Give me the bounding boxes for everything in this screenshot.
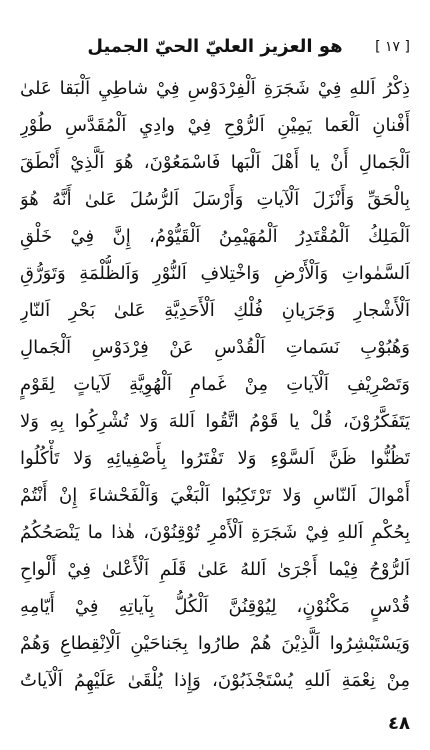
tablet-number: [ ١٧ ] [375, 39, 410, 55]
text-line: ذِكْرُ اَللهِ فِيْ شَجَرَةِ اَلْفِرْدَوْسِ فِيْ شاطِيِ اَلْبَقا عَلىٰ [20, 78, 410, 99]
text-line: اَلسَّمٰواتِ وَاَلْأَرْضِ وَاخْتِلافِ اَلنُّوْرِ وَاَلظُّلْمَةِ وَتَوَرُّقِ [20, 263, 410, 284]
text-line: وَتَصْرِيْفِ اَلْآياتِ مِنْ غَمامِ اَلْهُوِيَّةِ لَآياتٍ لِقَوْمٍ [20, 374, 410, 395]
text-line: مِنْ نِعْمَةِ اَللهِ يُسْتَجْذَبُوْنَ، وَإِذا يُلْقَىٰ عَلَيْهِمُ اَلْآياتُ [20, 670, 410, 691]
text-line: وَيَسْتَبْشِرُوا اَلَّذِيْنَ هُمْ طارُوا بِجَناحَيْنِ اَلْاِنْقِطاعِ وَهُمْ [20, 633, 410, 654]
page-title: هو العزيز العليّ الحيّ الجميل [87, 36, 343, 57]
text-line: بِحُكْمِ اَللهِ فِيْ شَجَرَةِ اَلْأَمْرِ تُوْقِنُوْنَ، هٰذا ما يَنْصَحُكُمُ [20, 522, 410, 543]
text-line: وَهُبُوْبِ نَسَماتِ اَلْقُدْسِ عَنْ فِرْدَوْسِ اَلْجَمالِ [20, 337, 410, 358]
body-text [20, 70, 410, 699]
text-line: أَفْنانِ اَلْعَما يَمِيْنِ اَلرُّوْحِ فِيْ وادِيِ اَلْمُقَدَّسِ طُوْرِ [20, 115, 410, 136]
page-header [20, 34, 410, 60]
text-line: اَلْمَلِكُ اَلْمُقْتَدِرُ اَلْمُهَيْمِنُ اَلْقَيُّوْمُ، إِنَّ فِيْ خَلْقِ [20, 226, 410, 247]
text-line: بِالْحَقِّ وَأَنْزَلَ اَلْآياتِ وَأَرْسَلَ اَلرُّسُلَ عَلىٰ أَنَّهُ هُوَ [20, 189, 410, 210]
page-footer [20, 710, 410, 738]
text-line: اَلرُّوْحُ فِيْما أَجْرَىٰ اَللهُ عَلىٰ قَلَمِ اَلْأَعْلىٰ فِيْ أَلْواحِ [20, 559, 410, 580]
page-number: ٤٨ [388, 713, 410, 734]
text-line: أَمْوالَ اَلنّاسِ وَلا تَرْتَكِبُوا اَلْبَغْيَ وَاَلْفَحْشاءَ إِنْ أَنْتُمْ [20, 485, 410, 506]
text-line: يَتَفَكَّرُوْنَ، قُلْ يا قَوْمُ اتَّقُوا اَللهَ وَلا تُشْرِكُوا بِهِ وَلا [20, 411, 410, 432]
text-line: قُدْسٍ مَكْنُوْنٍ، لِيُوْقِنُنَّ اَلْكُلُّ بِآياتِهِ فِيْ أَيّامِهِ [20, 596, 410, 617]
text-line: تَظُنُّوا ظَنَّ اَلسَّوْءِ وَلا تَفْتَرُوا بِأَصْفِيائِهِ وَلا تَأْكُلُوا [20, 448, 410, 469]
text-line: اَلْجَمالِ أَنْ يا أَهْلَ اَلْبَها فَاسْمَعُوْنَ، هُوَ اَلَّذِيْ أَنْطَقَ [20, 152, 410, 173]
text-line: اَلْأَشْجارِ وَجَرَيانِ فُلْكِ اَلْأَحَدِيَّةِ عَلىٰ بَحْرِ اَلنّارِ [20, 300, 410, 321]
